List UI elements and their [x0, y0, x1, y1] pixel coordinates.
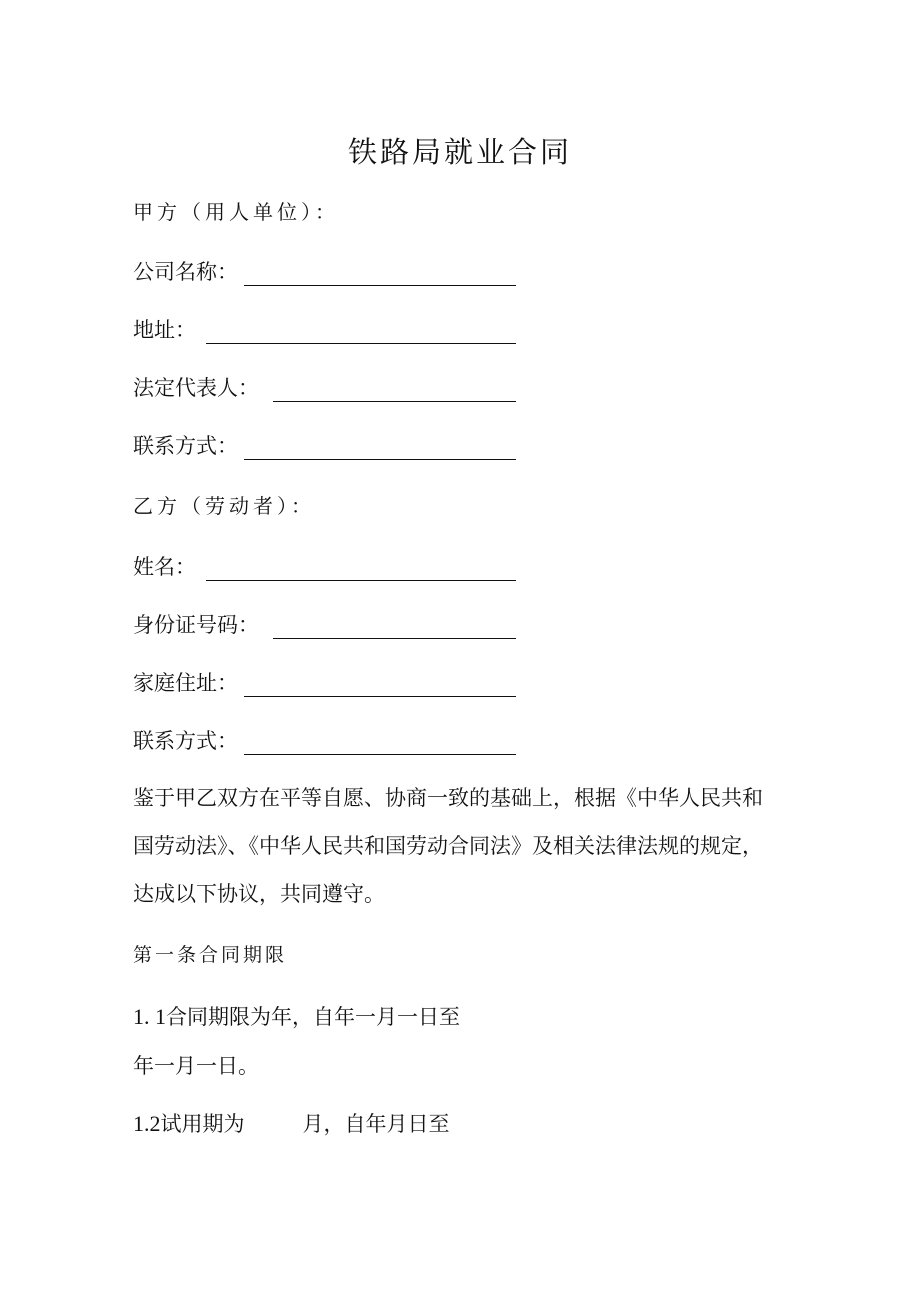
preamble-line: 鉴于甲乙双方在平等自愿、协商一致的基础上，根据《中华人民共和: [133, 786, 763, 810]
preamble-line: 达成以下协议，共同遵守。: [133, 882, 385, 906]
home-address-field[interactable]: [133, 667, 516, 697]
preamble-line: 国劳动法》、《中华人民共和国劳动合同法》及相关法律法规的规定，: [133, 834, 763, 858]
party-a-contact-blank[interactable]: [244, 435, 516, 460]
clause-1-1-text: 合同期限为年，自年一月一日至: [166, 1005, 460, 1029]
clause-1-1-number: 1. 1: [133, 1004, 166, 1029]
clause-1-1: [133, 1001, 460, 1031]
name-field[interactable]: [133, 551, 516, 581]
home-address-blank[interactable]: [244, 672, 516, 697]
legal-representative-label: 法定代表人：: [133, 376, 259, 400]
name-blank[interactable]: [206, 556, 516, 581]
id-number-field[interactable]: [133, 609, 516, 639]
clause-1-1-continuation: 年一月一日。: [133, 1054, 259, 1078]
party-a-contact-field[interactable]: [133, 430, 516, 460]
id-number-label: 身份证号码：: [133, 613, 259, 637]
legal-representative-blank[interactable]: [273, 377, 516, 402]
article-1-heading: 第一条合同期限: [133, 944, 288, 966]
address-blank[interactable]: [206, 319, 516, 344]
party-b-contact-blank[interactable]: [244, 730, 516, 755]
company-name-field[interactable]: [133, 256, 516, 286]
party-b-contact-label: 联系方式：: [133, 729, 238, 753]
clause-1-2-number: 1.2: [133, 1111, 161, 1136]
company-name-blank[interactable]: [244, 261, 516, 286]
legal-representative-field[interactable]: [133, 372, 516, 402]
party-a-contact-label: 联系方式：: [133, 434, 238, 458]
page-title: 铁路局就业合同: [347, 135, 572, 169]
party-b-heading: 乙方（劳动者）：: [133, 494, 315, 518]
party-b-contact-field[interactable]: [133, 725, 516, 755]
address-field[interactable]: [133, 314, 516, 344]
home-address-label: 家庭住址：: [133, 671, 238, 695]
name-label: 姓名：: [133, 555, 196, 579]
address-label: 地址：: [133, 318, 196, 342]
clause-1-2: [133, 1108, 450, 1138]
company-name-label: 公司名称：: [133, 260, 238, 284]
party-a-heading: 甲方（用人单位）：: [133, 200, 339, 224]
clause-1-2-text-b: 月，自年月日至: [302, 1112, 450, 1136]
preamble-paragraph: [133, 774, 793, 918]
clause-1-2-text-a: 试用期为: [160, 1112, 245, 1136]
id-number-blank[interactable]: [273, 614, 516, 639]
